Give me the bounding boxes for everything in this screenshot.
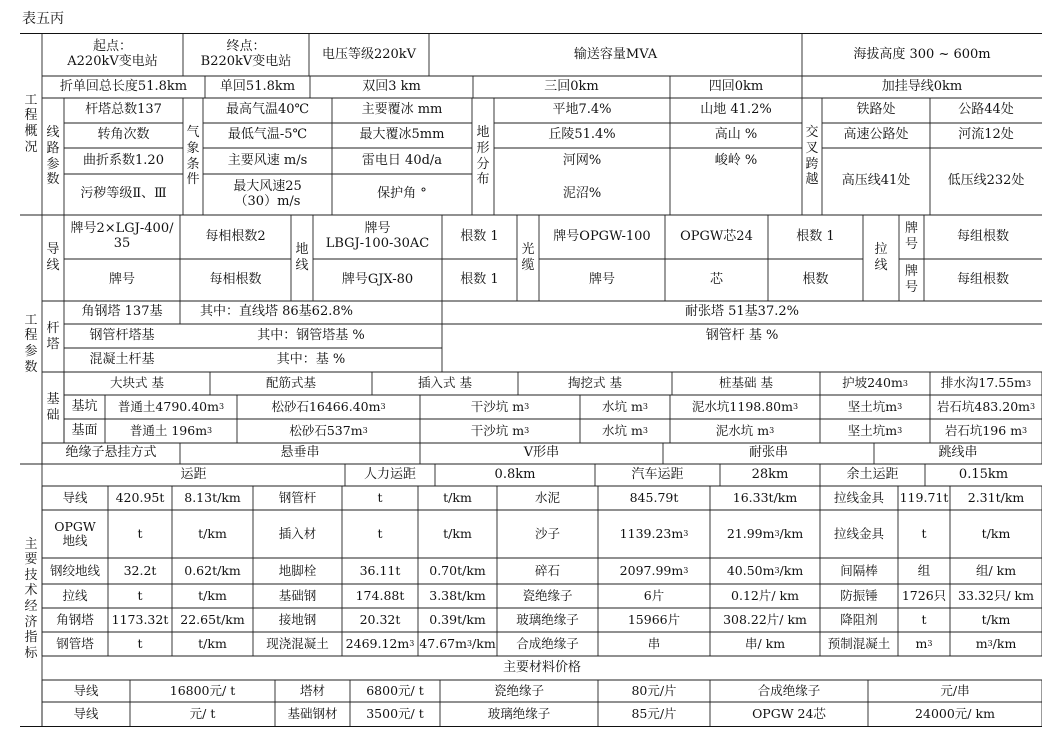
cell-37: 牌号GJX-80 bbox=[341, 271, 414, 287]
cell-54: 其中：基 % bbox=[276, 351, 346, 367]
cell-51: 其中：钢管塔基 % bbox=[257, 327, 365, 343]
cell-18: 平地7.4% bbox=[552, 102, 612, 118]
cell-60: 护坡240m 3 bbox=[842, 375, 908, 391]
cell-65: 普通土 196m 3 bbox=[129, 422, 213, 438]
stay-label: 拉 线 bbox=[874, 242, 888, 273]
cell-90: 导线 bbox=[62, 489, 88, 505]
cell-8: 曲折系数1.20 bbox=[83, 152, 164, 168]
cell-153: 现浇混凝土 bbox=[266, 635, 329, 651]
cell-130: 174.88t bbox=[355, 587, 405, 603]
cell-5: 加挂导线0km bbox=[881, 78, 963, 94]
cell-71: 水坑 m 3 bbox=[602, 422, 648, 438]
cell-158: 串/ km bbox=[744, 635, 786, 651]
cell-87: 28km bbox=[751, 466, 789, 482]
cell-73: 泥水坑 m 3 bbox=[715, 422, 775, 438]
cell-34: 每相根数 bbox=[209, 271, 262, 287]
cell-114: 钢绞地线 bbox=[49, 562, 100, 578]
cell-81: 耐张串 bbox=[748, 445, 788, 461]
cell-133: 6片 bbox=[643, 587, 665, 603]
cell-154: 2469.12m 3 bbox=[345, 635, 415, 651]
cell-67: 松砂石537m 3 bbox=[289, 422, 368, 438]
cell-131: 3.38t/km bbox=[429, 587, 486, 603]
cell-175: 85元/片 bbox=[631, 705, 677, 721]
cell-85: 0.8km bbox=[494, 466, 536, 482]
cell-172: 基础钢材 bbox=[287, 705, 338, 721]
cell-166: 瓷绝缘子 bbox=[493, 682, 544, 698]
cell-135: 防振锤 bbox=[840, 587, 878, 603]
cell-36: 根数 1 bbox=[460, 228, 499, 244]
cell-9: 污秽等级Ⅱ、Ⅲ bbox=[80, 186, 167, 202]
cell-64: 普通土4790.40m 3 bbox=[117, 398, 225, 414]
cell-171: 元/ t bbox=[189, 705, 216, 721]
cell-3: 三回0km bbox=[544, 78, 599, 94]
cell-25: 铁路处 bbox=[856, 102, 896, 118]
cell-72: 泥水坑1198.80m 3 bbox=[691, 398, 799, 414]
cell-119: 0.70t/km bbox=[429, 562, 486, 578]
cell-104: t/km bbox=[198, 525, 227, 541]
weather-label: 气 象 条 件 bbox=[186, 125, 200, 188]
cell-12: 主要风速 m/s bbox=[227, 152, 308, 168]
cell-116: 0.62t/km bbox=[184, 562, 241, 578]
cell-24: 泥沼% bbox=[562, 186, 602, 202]
section-label-overview: 工 程 概 况 bbox=[24, 92, 38, 155]
cell-1: 单回51.8km bbox=[219, 78, 296, 94]
cell-56: 配筋式基 bbox=[265, 375, 316, 391]
cell-161: m 3 /km bbox=[975, 635, 1017, 651]
cell-22: 河网% bbox=[562, 152, 602, 168]
cell-160: m 3 bbox=[915, 635, 933, 651]
cell-167: 80元/片 bbox=[631, 682, 677, 698]
cell-84: 人力运距 bbox=[363, 466, 416, 482]
cell-165: 6800元/ t bbox=[366, 682, 424, 698]
cell-91: 420.95t bbox=[115, 489, 165, 505]
cell-101: 2.31t/km bbox=[967, 489, 1025, 505]
cell-61: 排水沟17.55m 3 bbox=[940, 375, 1032, 391]
line-params-label: 线 路 参 数 bbox=[46, 125, 60, 188]
cell-124: 组 bbox=[917, 562, 931, 578]
cell-107: t/km bbox=[443, 525, 472, 541]
cell-111: 拉线金具 bbox=[833, 525, 884, 541]
cell-159: 预制混凝土 bbox=[827, 635, 891, 651]
cell-120: 碎石 bbox=[534, 562, 560, 578]
cell-40: OPGW芯24 bbox=[680, 228, 753, 244]
cell-136: 1726只 bbox=[901, 587, 947, 603]
cell-143: 0.39t/km bbox=[429, 611, 486, 627]
cell-33: 牌号 bbox=[108, 271, 135, 287]
cell-52: 钢管杆 基 % bbox=[705, 327, 779, 343]
cell-70: 水坑 m 3 bbox=[602, 398, 648, 414]
cell-30: 低压线232处 bbox=[947, 173, 1025, 189]
cell-150: 钢管塔 bbox=[56, 635, 94, 651]
cell-137: 33.32只/ km bbox=[958, 587, 1034, 603]
cell-155: 47.67m 3 /km bbox=[419, 635, 496, 651]
cell-77: 岩石坑196 m 3 bbox=[944, 422, 1028, 438]
cell-156: 合成绝缘子 bbox=[516, 635, 579, 651]
cell-59: 桩基础 基 bbox=[719, 375, 773, 391]
cell-108: 沙子 bbox=[534, 525, 560, 541]
cell-63: 基面 bbox=[71, 422, 98, 438]
cell-173: 3500元/ t bbox=[366, 705, 424, 721]
cell-94: t bbox=[377, 489, 383, 505]
section-label-params: 工 程 参 数 bbox=[24, 312, 38, 375]
tower-label: 杆 塔 bbox=[46, 320, 60, 352]
cell-19: 山地 41.2% bbox=[700, 102, 772, 118]
cell-140: 22.65t/km bbox=[180, 611, 245, 627]
cell-168: 合成绝缘子 bbox=[757, 682, 821, 698]
cell-83: 运距 bbox=[180, 466, 207, 482]
cell-44: 根数 bbox=[802, 271, 829, 287]
cell-82: 跳线串 bbox=[938, 445, 978, 461]
altitude: 海拔高度 300 ~ 600m bbox=[853, 46, 991, 62]
cell-76: 岩石坑483.20m 3 bbox=[936, 398, 1036, 414]
cell-123: 间隔棒 bbox=[840, 562, 878, 578]
cell-126: 拉线 bbox=[62, 587, 88, 603]
cell-4: 四回0km bbox=[708, 78, 764, 94]
end-point: 终点： B220kV变电站 bbox=[200, 39, 292, 69]
project-summary-table bbox=[20, 33, 1042, 727]
cell-151: t bbox=[137, 635, 143, 651]
cell-23: 峻岭 % bbox=[714, 152, 758, 168]
cell-118: 36.11t bbox=[359, 562, 401, 578]
cell-32: 每相根数2 bbox=[205, 228, 266, 244]
cell-115: 32.2t bbox=[123, 562, 157, 578]
cell-103: t bbox=[137, 525, 143, 541]
cell-88: 余土运距 bbox=[846, 466, 899, 482]
cell-96: 水泥 bbox=[534, 489, 560, 505]
cell-100: 119.71t bbox=[899, 489, 949, 505]
total-length: 折单回总长度51.8km bbox=[59, 78, 188, 94]
cell-121: 2097.99m 3 bbox=[619, 562, 689, 578]
cell-162: 导线 bbox=[73, 682, 99, 698]
cell-134: 0.12片/ km bbox=[731, 587, 799, 603]
stay-model: 牌 号 bbox=[904, 221, 918, 252]
cell-53: 混凝土杆基 bbox=[89, 351, 155, 367]
cell-99: 拉线金具 bbox=[833, 489, 884, 505]
cell-39: 牌号OPGW-100 bbox=[553, 228, 651, 244]
cell-57: 插入式 基 bbox=[418, 375, 472, 391]
cell-58: 掏挖式 基 bbox=[568, 375, 622, 391]
cell-164: 塔材 bbox=[299, 682, 325, 698]
cell-132: 瓷绝缘子 bbox=[522, 587, 573, 603]
cell-125: 组/ km bbox=[975, 562, 1017, 578]
cell-49: 耐张塔 51基37.2% bbox=[685, 304, 799, 320]
cell-29: 高压线41处 bbox=[841, 173, 911, 189]
cell-68: 干沙坑 m 3 bbox=[470, 398, 530, 414]
cell-7: 转角次数 bbox=[97, 127, 150, 143]
cell-122: 40.50m 3 /km bbox=[726, 562, 804, 578]
cell-138: 角钢塔 bbox=[56, 611, 94, 627]
cell-50: 钢管杆塔基 bbox=[89, 327, 155, 343]
groundwire-label: 地 线 bbox=[295, 242, 309, 273]
cell-42: 牌号 bbox=[588, 271, 615, 287]
cell-109: 1139.23m 3 bbox=[619, 525, 689, 541]
cell-106: t bbox=[377, 525, 383, 541]
cell-117: 地脚栓 bbox=[278, 562, 317, 578]
cell-86: 汽车运距 bbox=[631, 466, 684, 482]
cell-43: 芯 bbox=[709, 271, 723, 287]
voltage-level: 电压等级220kV bbox=[321, 46, 417, 62]
cell-176: OPGW 24芯 bbox=[752, 705, 826, 721]
cell-27: 高速公路处 bbox=[843, 127, 909, 143]
cell-2: 双回3 km bbox=[362, 78, 421, 94]
cell-16: 雷电日 40d/a bbox=[361, 152, 443, 168]
cell-110: 21.99m 3 /km bbox=[726, 525, 804, 541]
cell-152: t/km bbox=[198, 635, 227, 651]
stay-model-2: 牌 号 bbox=[904, 264, 918, 295]
cell-48: 其中：直线塔 86基62.8% bbox=[200, 304, 353, 320]
cell-148: t bbox=[921, 611, 927, 627]
start-point: 起点： A220kV变电站 bbox=[67, 39, 158, 69]
cell-146: 308.22片/ km bbox=[723, 611, 807, 627]
price-title: 主要材料价格 bbox=[502, 659, 581, 675]
table-caption: 表五丙 bbox=[22, 11, 64, 27]
cell-79: 悬垂串 bbox=[280, 445, 320, 461]
cell-128: t/km bbox=[198, 587, 227, 603]
cell-147: 降阻剂 bbox=[840, 611, 878, 627]
cell-102: OPGW 地线 bbox=[54, 518, 96, 548]
cell-6: 杆塔总数137 bbox=[85, 102, 162, 118]
cell-112: t bbox=[921, 525, 927, 541]
cell-97: 845.79t bbox=[629, 489, 679, 505]
cell-28: 河流12处 bbox=[958, 127, 1014, 143]
cell-127: t bbox=[137, 587, 143, 603]
cell-31: 牌号2×LGJ-400/ 35 bbox=[70, 221, 174, 251]
cell-41: 根数 1 bbox=[796, 228, 835, 244]
cell-98: 16.33t/km bbox=[732, 489, 798, 505]
cell-139: 1173.32t bbox=[111, 611, 169, 627]
cell-13: 最大风速25 （30）m/s bbox=[233, 178, 302, 209]
cell-174: 玻璃绝缘子 bbox=[487, 705, 551, 721]
conductor-label: 导 线 bbox=[46, 242, 60, 273]
cell-145: 15966片 bbox=[627, 611, 681, 627]
cell-10: 最高气温40℃ bbox=[225, 102, 310, 118]
foundation-label: 基 础 bbox=[46, 391, 60, 423]
cell-80: V形串 bbox=[523, 445, 560, 461]
cell-89: 0.15km bbox=[958, 466, 1009, 482]
cell-47: 角钢塔 137基 bbox=[81, 304, 163, 320]
cell-74: 坚土坑m 3 bbox=[847, 398, 903, 414]
cell-93: 钢管杆 bbox=[278, 489, 317, 505]
cell-169: 元/串 bbox=[940, 682, 970, 698]
cell-15: 最大覆冰5mm bbox=[359, 127, 445, 143]
cell-95: t/km bbox=[443, 489, 472, 505]
cell-149: t/km bbox=[981, 611, 1011, 627]
cell-46: 每组根数 bbox=[956, 271, 1009, 287]
cell-21: 高山 % bbox=[714, 127, 758, 143]
cell-170: 导线 bbox=[73, 705, 99, 721]
cell-35: 牌号 LBGJ-100-30AC bbox=[325, 221, 430, 251]
cell-14: 主要覆冰 mm bbox=[361, 102, 443, 118]
capacity: 输送容量MVA bbox=[573, 46, 658, 62]
cell-20: 丘陵51.4% bbox=[548, 127, 616, 143]
cell-62: 基坑 bbox=[71, 398, 98, 414]
cell-66: 松砂石16466.40m 3 bbox=[271, 398, 386, 414]
cell-45: 每组根数 bbox=[956, 228, 1009, 244]
cell-75: 坚土坑m 3 bbox=[847, 422, 903, 438]
cell-157: 串 bbox=[647, 635, 661, 651]
cell-105: 插入材 bbox=[278, 525, 317, 541]
terrain-label: 地 形 分 布 bbox=[476, 125, 490, 188]
cell-26: 公路44处 bbox=[958, 102, 1014, 118]
cell-55: 大块式 基 bbox=[110, 375, 164, 391]
crossing-label: 交 叉 跨 越 bbox=[805, 125, 819, 188]
cell-129: 基础钢 bbox=[278, 587, 317, 603]
cell-177: 24000元/ km bbox=[915, 705, 995, 721]
cell-69: 干沙坑 m 3 bbox=[470, 422, 530, 438]
cell-38: 根数 1 bbox=[460, 271, 499, 287]
cell-142: 20.32t bbox=[359, 611, 401, 627]
cell-113: t/km bbox=[981, 525, 1011, 541]
cell-78: 绝缘子悬挂方式 bbox=[65, 445, 157, 461]
cell-141: 接地钢 bbox=[278, 611, 317, 627]
cell-17: 保护角 ° bbox=[377, 186, 427, 202]
cell-92: 8.13t/km bbox=[184, 489, 241, 505]
cell-163: 16800元/ t bbox=[169, 682, 236, 698]
cell-11: 最低气温-5℃ bbox=[227, 127, 308, 143]
opgw-label: 光 缆 bbox=[521, 242, 535, 273]
section-label-tech: 主 要 技 术 经 济 指 标 bbox=[24, 536, 38, 661]
cell-144: 玻璃绝缘子 bbox=[516, 611, 579, 627]
